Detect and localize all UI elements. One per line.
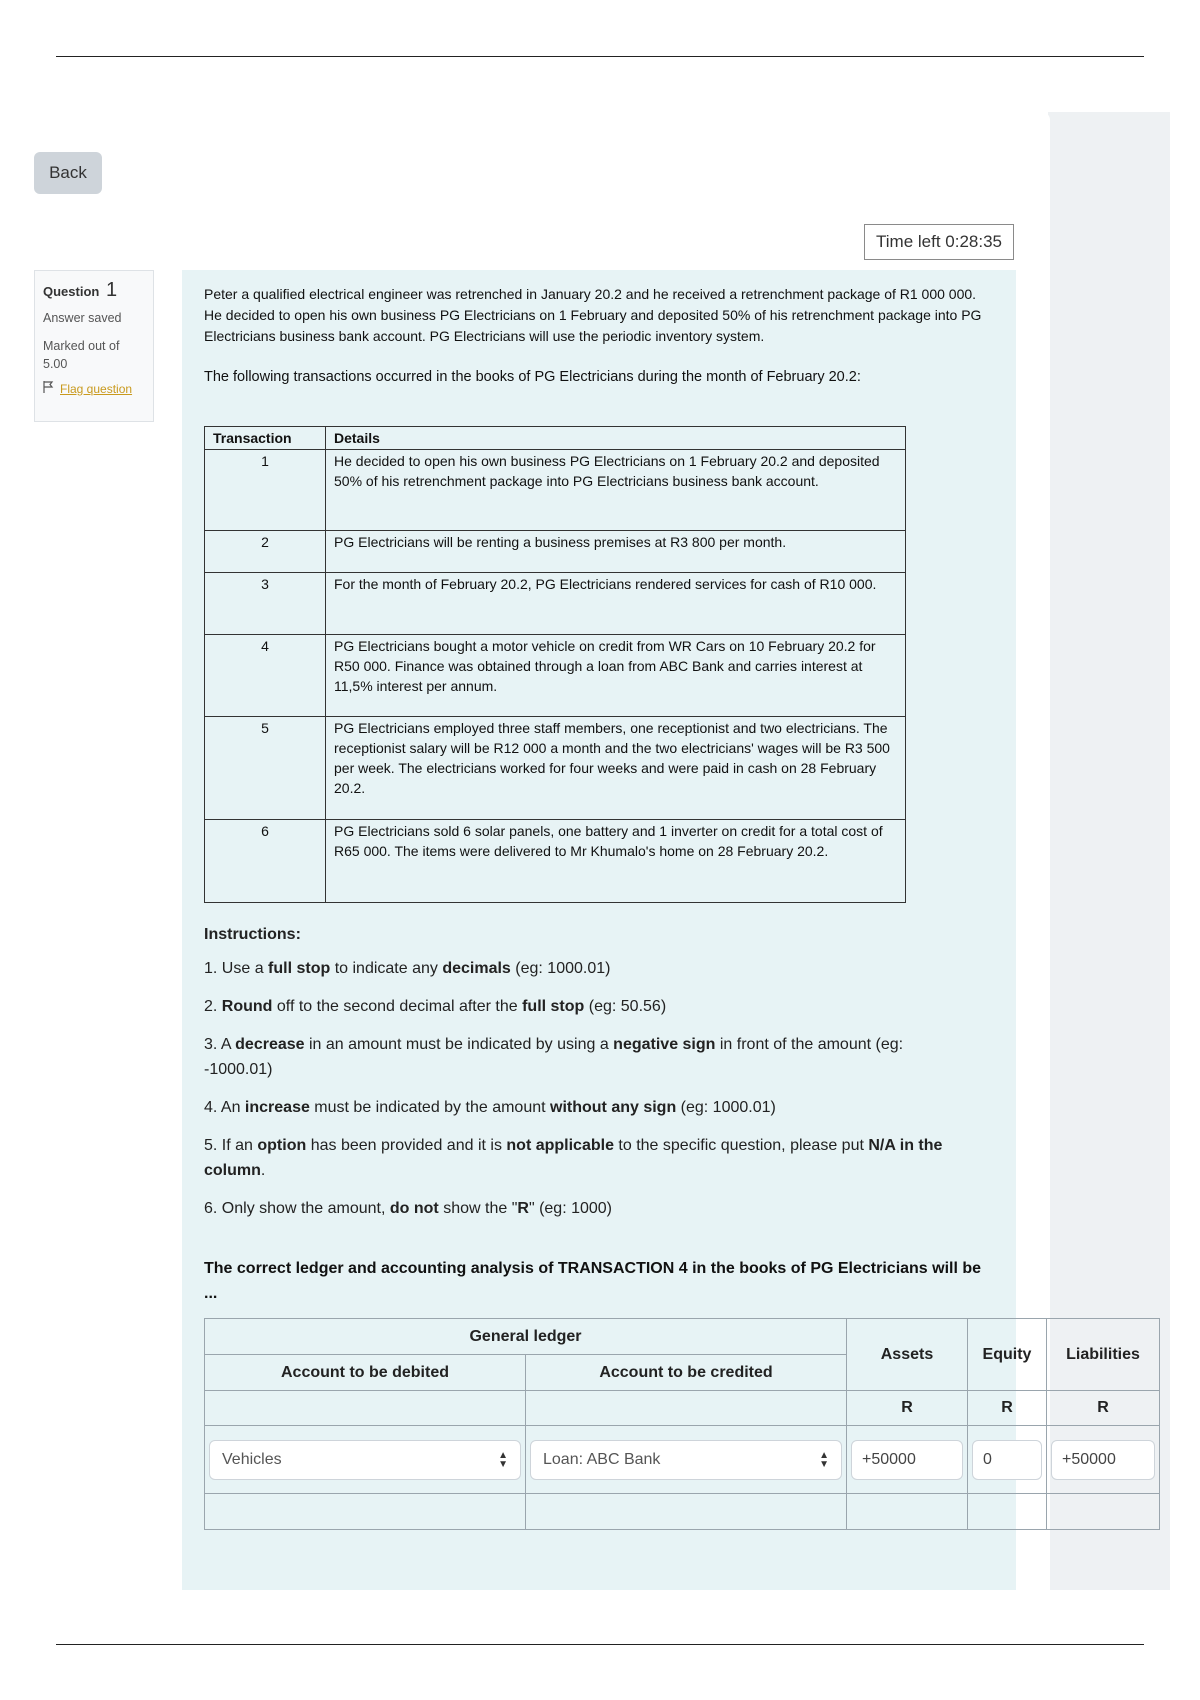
assets-currency: R [847, 1391, 968, 1426]
scenario-intro: Peter a qualified electrical engineer was retrenched in January 20.2 and he received a retrenchment package of R1 000 000. He decided to open his own business PG Electricians on 1 February and deposited 50% of his retrenchment package into PG Electricians business bank account. PG Electricians will use the periodic inventory system. [204, 286, 982, 344]
table-row [205, 450, 906, 531]
transaction-number: 1 [205, 450, 326, 531]
liabilities-cell [1047, 1426, 1160, 1494]
question-prompt: The correct ledger and accounting analysis of TRANSACTION 4 in the books of PG Electricians will be ... [204, 1260, 982, 1302]
debit-account-header: Account to be debited [205, 1355, 526, 1391]
transaction-number: 2 [205, 531, 326, 573]
table-row [205, 531, 906, 573]
question-info-panel [34, 270, 154, 422]
instruction-item: 1. Use a full stop to indicate any decimals (eg: 1000.01) [204, 960, 611, 977]
question-number: Question 1 [43, 279, 118, 301]
empty-cell [847, 1494, 968, 1530]
assets-header: Assets [847, 1319, 968, 1391]
flag-question-link[interactable]: Flag question [60, 381, 133, 396]
select-arrows-icon: ▲ ▼ [819, 1449, 829, 1470]
select-arrows-icon: ▲ ▼ [498, 1449, 508, 1470]
credit-account-header: Account to be credited [526, 1355, 847, 1391]
transaction-details: PG Electricians bought a motor vehicle on credit from WR Cars on 10 February 20.2 for R50 000. Finance was obtained through a loan from ABC Bank and carries interest at 11,5% interest per annum. [326, 635, 906, 717]
transaction-details: For the month of February 20.2, PG Electricians rendered services for cash of R10 000. [326, 573, 906, 635]
empty-cell [1047, 1494, 1160, 1530]
transaction-details: PG Electricians will be renting a business premises at R3 800 per month. [326, 531, 906, 573]
instruction-item: 2. Round off to the second decimal after the full stop (eg: 50.56) [204, 998, 667, 1015]
scenario [204, 284, 994, 388]
debit-account-value: Vehicles [222, 1450, 282, 1468]
instruction-item: 5. If an option has been provided and it is not applicable to the specific question, please put N/A in the column. [204, 1137, 943, 1179]
transaction-number: 3 [205, 573, 326, 635]
liabilities-input[interactable]: +50000 [1051, 1440, 1155, 1480]
transaction-column-header: Transaction [205, 427, 326, 450]
credit-cell [526, 1426, 847, 1494]
transaction-details: PG Electricians employed three staff members, one receptionist and two electricians. The receptionist salary will be R12 000 a month and the two electricians' wages will be R3 500 per week. The electricians worked for four weeks and were paid in cash on 28 February 20.2. [326, 717, 906, 820]
equity-input[interactable]: 0 [972, 1440, 1042, 1480]
equity-header: Equity [968, 1319, 1047, 1391]
grade-info: Marked out of 5.00 [43, 339, 120, 372]
flag-question[interactable] [43, 381, 145, 396]
transaction-number: 4 [205, 635, 326, 717]
empty-cell [205, 1494, 526, 1530]
empty-cell [968, 1494, 1047, 1530]
debit-cell [205, 1426, 526, 1494]
empty-cell [526, 1494, 847, 1530]
assets-input[interactable]: +50000 [851, 1440, 963, 1480]
table-row [205, 717, 906, 820]
general-ledger-header: General ledger [205, 1319, 847, 1355]
transaction-details: PG Electricians sold 6 solar panels, one battery and 1 inverter on credit for a total cost of R65 000. The items were delivered to Mr Khumalo's home on 28 February 20.2. [326, 820, 906, 903]
credit-account-value: Loan: ABC Bank [543, 1450, 661, 1468]
scenario-lead: The following transactions occurred in the books of PG Electricians during the month of February 20.2: [204, 369, 861, 385]
liabilities-currency: R [1047, 1391, 1160, 1426]
transaction-details: He decided to open his own business PG Electricians on 1 February 20.2 and deposited 50% of his retrenchment package into PG Electricians business bank account. [326, 450, 906, 531]
instruction-item: 4. An increase must be indicated by the amount without any sign (eg: 1000.01) [204, 1099, 776, 1116]
instructions-heading: Instructions: [204, 926, 301, 943]
credit-account-select[interactable] [530, 1440, 842, 1480]
table-row [205, 820, 906, 903]
details-column-header: Details [326, 427, 906, 450]
liabilities-header: Liabilities [1047, 1319, 1160, 1391]
bottom-page-rule [56, 1644, 1144, 1645]
transaction-number: 6 [205, 820, 326, 903]
table-row [205, 573, 906, 635]
back-button[interactable]: Back [34, 152, 102, 194]
flag-icon [43, 381, 54, 396]
transactions-table [204, 426, 906, 903]
ledger-answer-table [204, 1318, 1160, 1530]
empty-cell [526, 1391, 847, 1426]
empty-cell [205, 1391, 526, 1426]
debit-account-select[interactable] [209, 1440, 521, 1480]
table-row [205, 635, 906, 717]
table-header-row [205, 427, 906, 450]
equity-cell [968, 1426, 1047, 1494]
answer-state: Answer saved [43, 311, 122, 325]
equity-currency: R [968, 1391, 1047, 1426]
instructions [204, 926, 974, 1234]
instruction-item: 6. Only show the amount, do not show the "R" (eg: 1000) [204, 1200, 612, 1217]
assets-cell [847, 1426, 968, 1494]
top-page-rule [56, 56, 1144, 57]
transaction-number: 5 [205, 717, 326, 820]
instruction-item: 3. A decrease in an amount must be indicated by using a negative sign in front of the amount (eg: -1000.01) [204, 1036, 904, 1078]
quiz-timer: Time left 0:28:35 [864, 224, 1014, 260]
